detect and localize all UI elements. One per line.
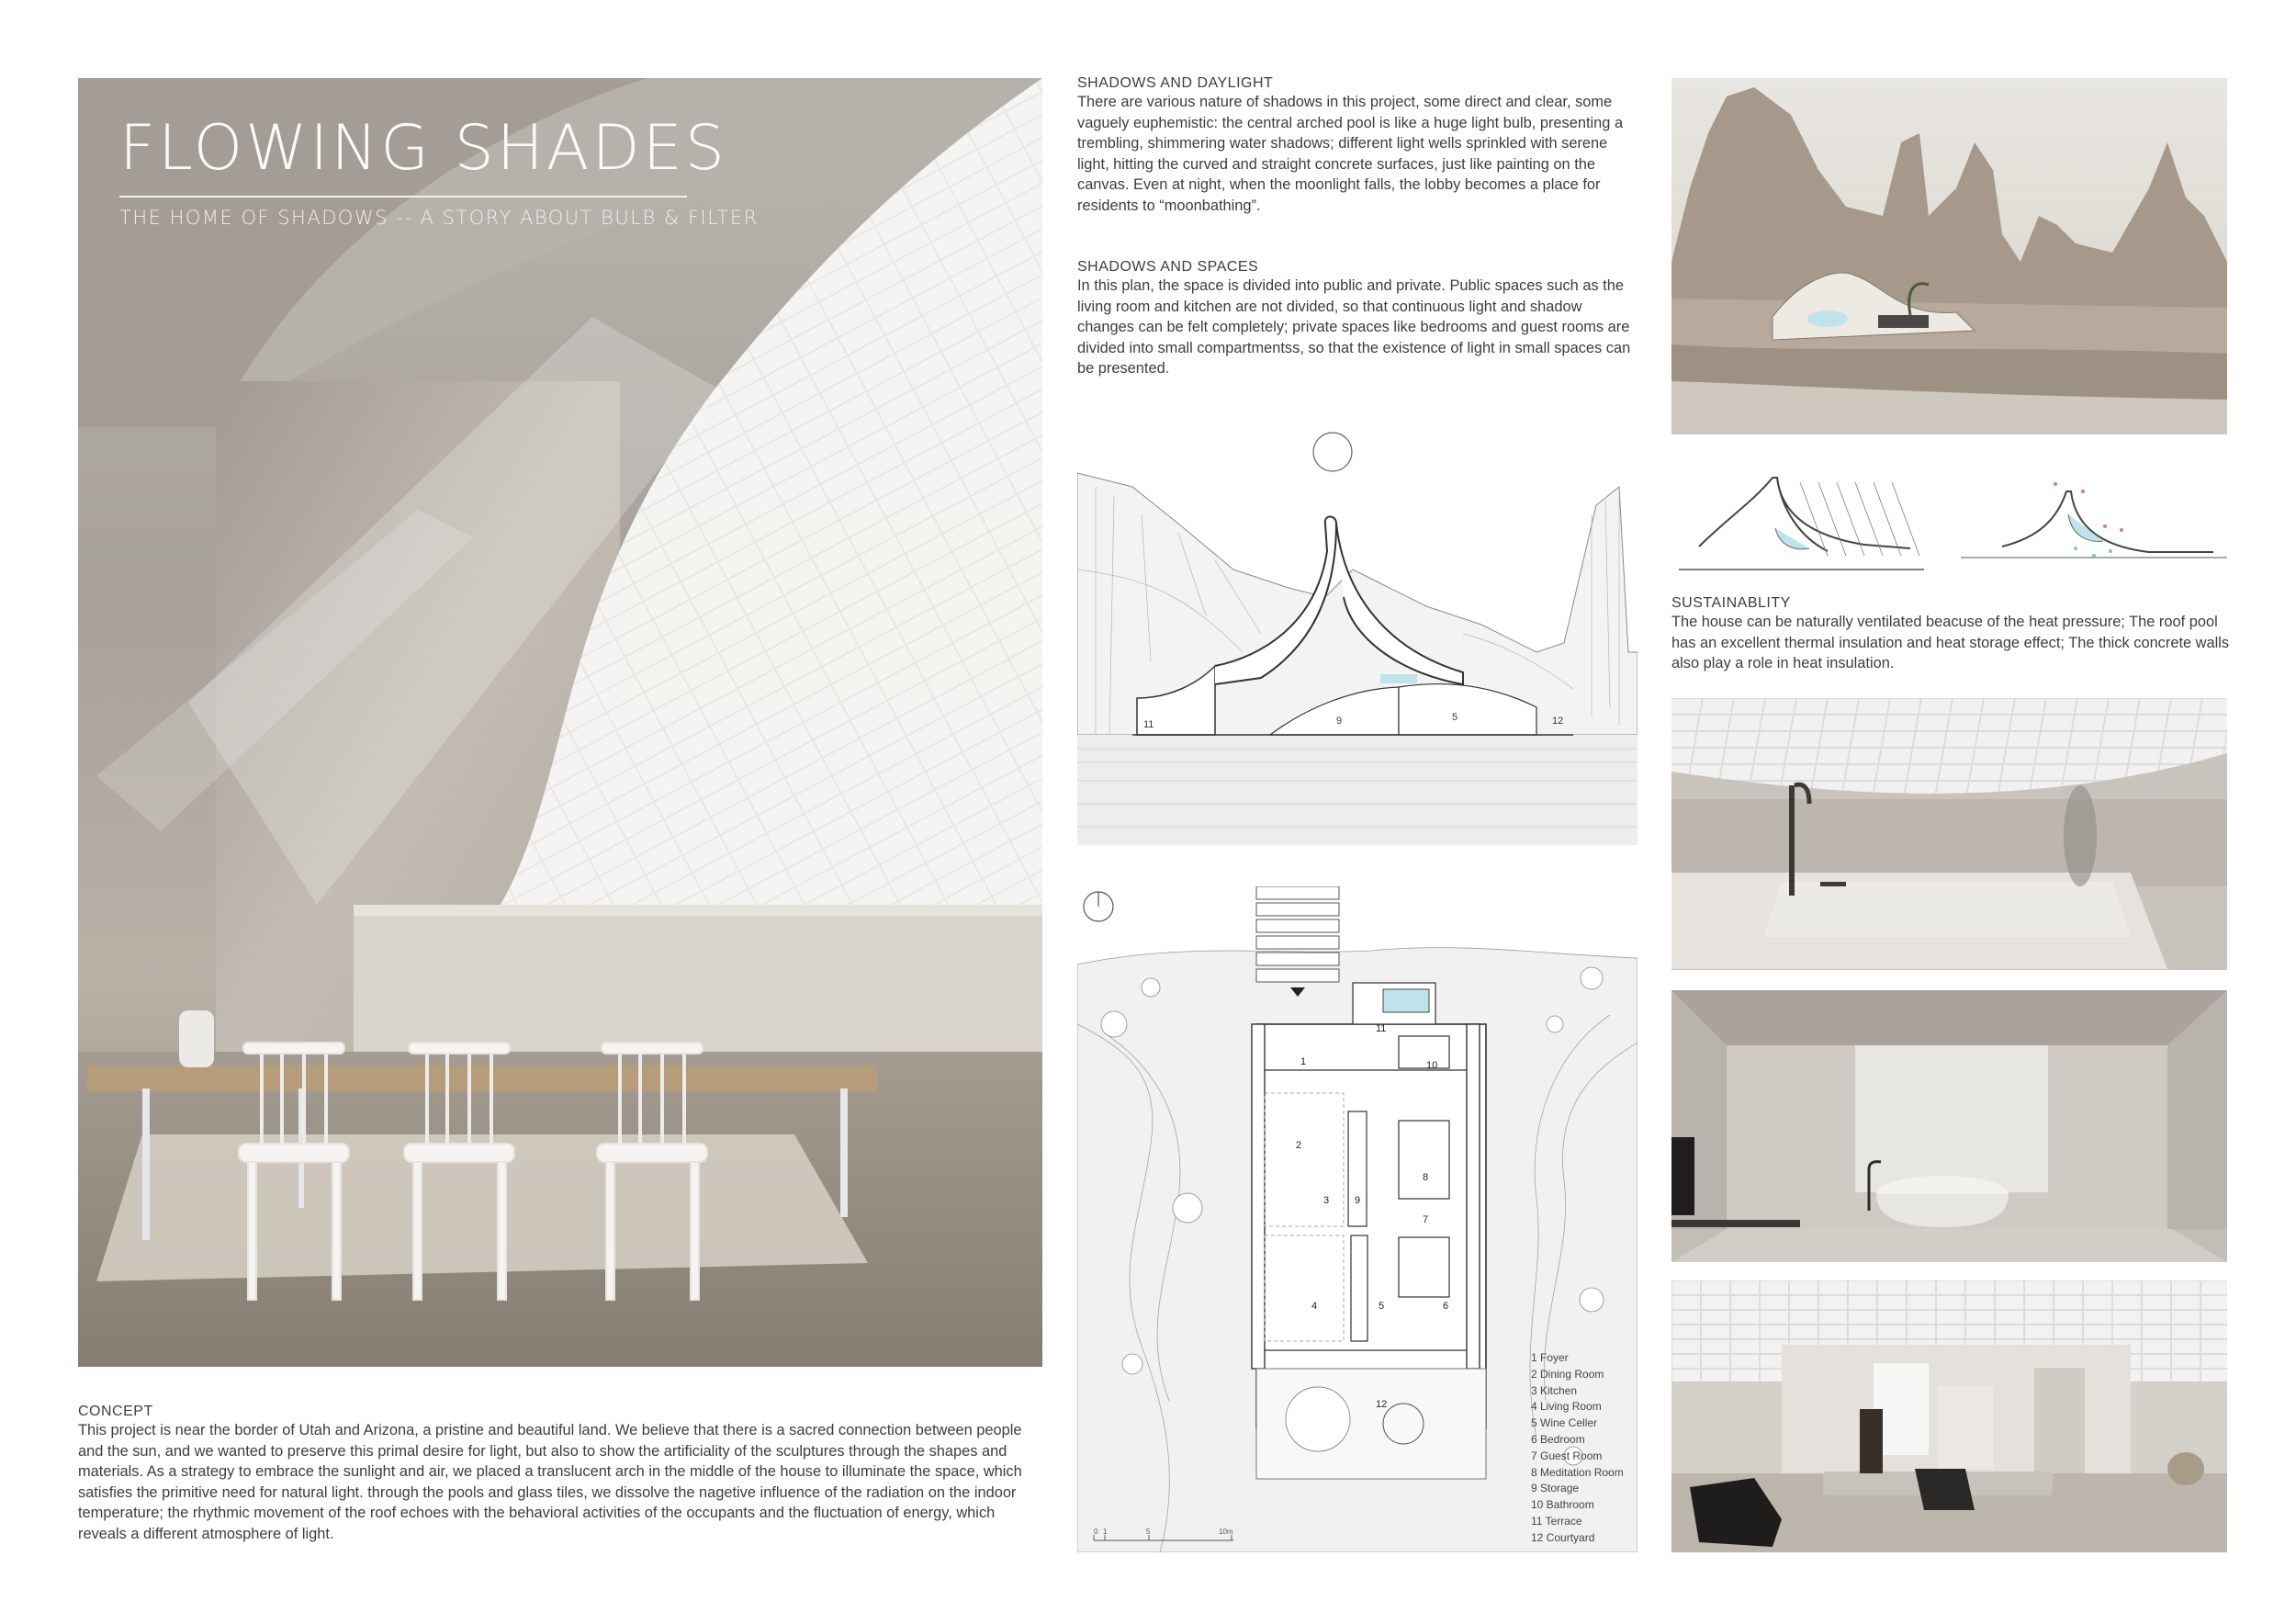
scale-0: 0 <box>1094 1528 1098 1536</box>
plan-label-7: 7 <box>1423 1214 1429 1225</box>
legend-item: 1 Foyer <box>1531 1351 1569 1364</box>
legend-item: 6 Bedroom <box>1531 1432 1585 1446</box>
sustainability-heading: SUSTAINABLITY <box>1671 595 1791 611</box>
shadows-spaces-body: In this plan, the space is divided into public and private. Public spaces such as the living room and kitchen are not divided, so that continuous light and shadow changes can be felt completely; private spaces like bedrooms and guest rooms are divided into small compartmentss, so that the existence of light in small spaces can be presented. <box>1077 277 1631 378</box>
interior-render-illustration <box>78 78 1042 1367</box>
legend-item: 11 Terrace <box>1531 1514 1582 1528</box>
plan-label-3: 3 <box>1323 1195 1330 1206</box>
page-subtitle: THE HOME OF SHADOWS -- A STORY ABOUT BULB & FILTER <box>119 207 759 229</box>
shadows-daylight-body: There are various nature of shadows in this project, some direct and clear, some vaguely euphemistic: the central arched pool is like a huge light bulb, presenting a trembling, shimmering water shadows; different light wells sprinkled with serene light, hitting the curved and straight concrete surfaces, just like painting on the canvas. Even at night, when the moonlight falls, the lobby becomes a place for residents to “moonbathing”. <box>1077 94 1624 214</box>
shadows-daylight-section <box>1077 75 1638 217</box>
kitchen-illustration <box>1671 698 2227 970</box>
north-marker-icon <box>1313 433 1352 471</box>
plan-label-12: 12 <box>1376 1399 1388 1410</box>
ventilation-diagram <box>1679 478 1924 570</box>
plan-label-1: 1 <box>1300 1056 1307 1067</box>
legend-item: 7 Guest Room <box>1531 1449 1603 1462</box>
legend-item: 10 Bathroom <box>1531 1498 1594 1512</box>
legend-item: 3 Kitchen <box>1531 1383 1578 1397</box>
shadows-spaces-section <box>1077 259 1638 379</box>
legend-item: 9 Storage <box>1531 1482 1580 1495</box>
concept-heading: CONCEPT <box>78 1404 153 1419</box>
section-label-9: 9 <box>1336 716 1343 727</box>
bathroom-render <box>1671 990 2227 1262</box>
plan-label-6: 6 <box>1443 1301 1449 1312</box>
plan-label-5: 5 <box>1379 1301 1385 1312</box>
desert-landscape-illustration <box>1671 78 2227 434</box>
plan-label-2: 2 <box>1296 1140 1302 1151</box>
sustainability-section <box>1671 595 2232 674</box>
plan-label-11: 11 <box>1376 1023 1387 1034</box>
page-title: FLOWING SHADES <box>119 112 727 185</box>
section-label-5: 5 <box>1452 712 1458 723</box>
title-divider <box>119 196 687 197</box>
plan-label-8: 8 <box>1423 1172 1429 1183</box>
kitchen-render <box>1671 698 2227 970</box>
living-room-render <box>1671 1280 2227 1552</box>
legend-item: 4 Living Room <box>1531 1400 1602 1414</box>
scale-10: 10m <box>1219 1528 1233 1536</box>
plan-label-10: 10 <box>1426 1060 1438 1071</box>
hero-render <box>78 78 1042 1367</box>
concept-section <box>78 1404 1042 1545</box>
concept-body: This project is near the border of Utah and Arizona, a pristine and beautiful land. We believe that there is a sacred connection between people and the sun, and we wanted to preserve this primal desire for light, but also to show the artificiality of the sculptures through the shapes and materials. As a strategy to embrace the sunlight and air, we placed a translucent arch in the middle of the house to illuminate the space, which satisfies the primitive need for natural light. through the pools and glass tiles, we dissolve the nagetive influence of the radiation on the indoor temperature; the rhythmic movement of the roof echoes with the behavioral activities of the occupants and the fluctuation of energy, which reveals a different atmosphere of light. <box>78 1422 1022 1542</box>
scale-1: 1 <box>1103 1528 1108 1536</box>
legend-item: 2 Dining Room <box>1531 1367 1604 1381</box>
legend-item: 8 Meditation Room <box>1531 1465 1624 1479</box>
room-legend <box>1531 1350 1624 1547</box>
living-room-illustration <box>1671 1280 2227 1552</box>
legend-item: 12 Courtyard <box>1531 1530 1595 1544</box>
shadows-daylight-heading: SHADOWS AND DAYLIGHT <box>1077 75 1274 91</box>
section-label-12: 12 <box>1552 716 1564 727</box>
sustainability-body: The house can be naturally ventilated beacuse of the heat pressure; The roof pool has an excellent thermal insulation and heat storage effect; The thick concrete walls also play a role in heat insulation. <box>1671 614 2230 672</box>
plan-label-4: 4 <box>1311 1301 1318 1312</box>
legend-item: 5 Wine Celler <box>1531 1416 1598 1430</box>
section-label-11: 11 <box>1143 719 1154 730</box>
heat-pressure-diagram <box>1961 482 2227 558</box>
bathroom-illustration <box>1671 990 2227 1262</box>
plan-label-9: 9 <box>1355 1195 1361 1206</box>
shadows-spaces-heading: SHADOWS AND SPACES <box>1077 259 1259 275</box>
section-drawing <box>1077 432 1638 845</box>
sustainability-diagrams <box>1671 464 2232 574</box>
exterior-render <box>1671 78 2227 434</box>
scale-5: 5 <box>1146 1528 1151 1536</box>
